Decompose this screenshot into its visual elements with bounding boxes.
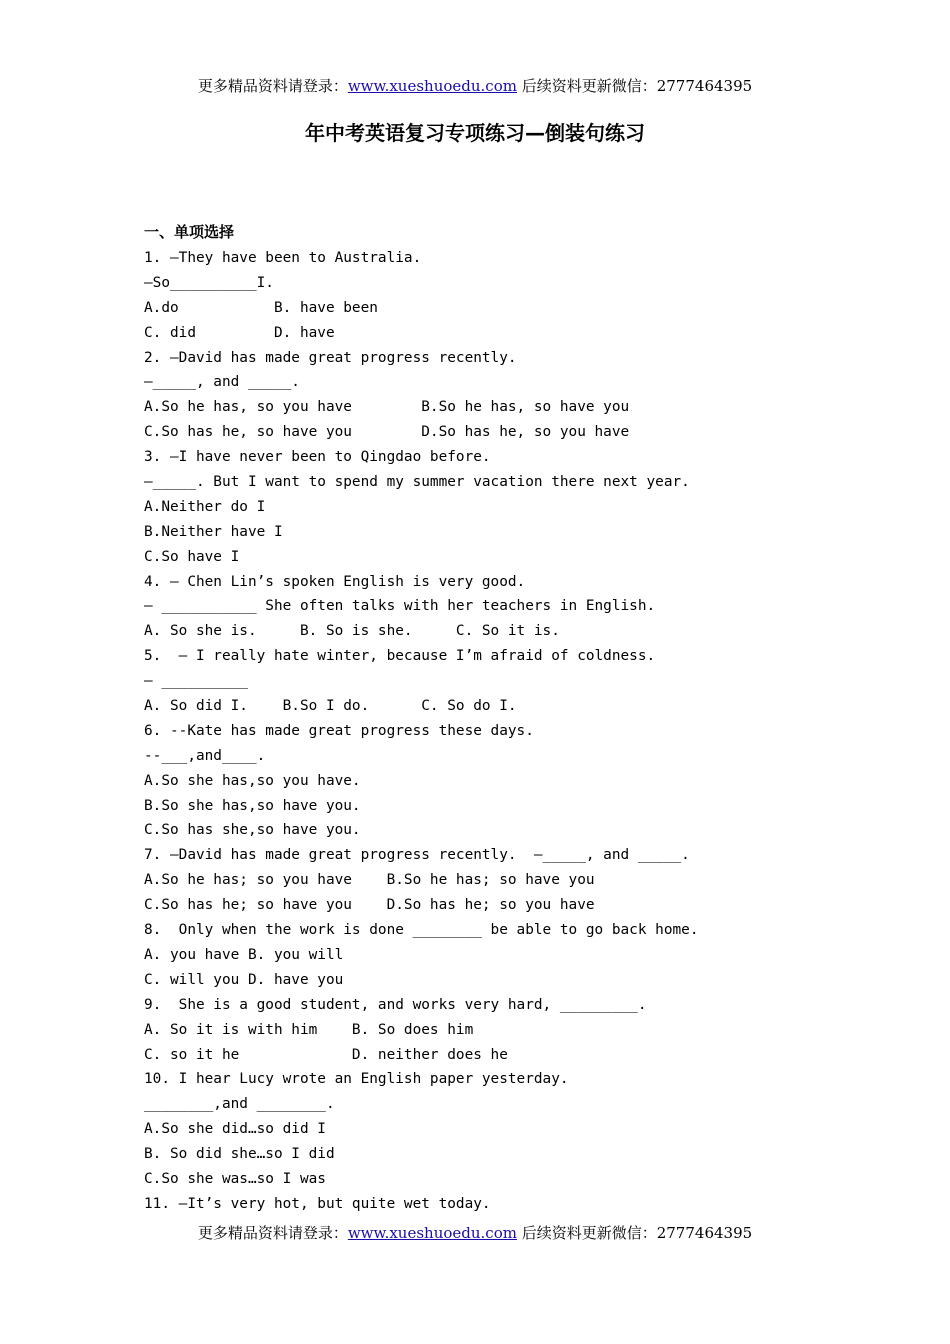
header-prefix: 更多精品资料请登录： [197,77,348,95]
question-line: 9. She is a good student, and works very hard, _________. [144,996,647,1013]
question-line: 6. --Kate has made great progress these days. [144,722,534,739]
section-heading: 一、单项选择 [144,223,235,241]
question-line: — ___________ She often talks with her teachers in English. [144,598,656,615]
question-line: —So__________I. [144,274,274,291]
question-line: C.So has he, so have you D.So has he, so you have [144,424,630,441]
question-line: B. So did she…so I did [144,1146,335,1163]
page-footer [0,1222,950,1243]
question-line: ________,and ________. [144,1096,335,1113]
question-line: A.So he has, so you have B.So he has, so have you [144,399,630,416]
question-line: 4. — Chen Lin’s spoken English is very good. [144,573,526,590]
question-line: A. So did I. B.So I do. C. So do I. [144,698,517,715]
question-line: A.So she has,so you have. [144,772,361,789]
question-line: A.So he has; so you have B.So he has; so have you [144,872,595,889]
footer-suffix: 后续资料更新微信：2777464395 [516,1224,753,1242]
question-line: C. so it he D. neither does he [144,1046,508,1063]
question-line: 5. — I really hate winter, because I’m afraid of coldness. [144,648,656,665]
question-line: A.do B. have been [144,299,378,316]
question-line: A.Neither do I [144,498,266,515]
page-header [0,75,950,96]
footer-prefix: 更多精品资料请登录： [197,1224,348,1242]
question-line: A. So she is. B. So is she. C. So it is. [144,623,560,640]
question-line: B.Neither have I [144,523,283,540]
question-line: A.So she did…so did I [144,1121,326,1138]
footer-website-link[interactable]: www.xueshuoedu.com [347,1224,517,1242]
header-suffix: 后续资料更新微信：2777464395 [516,77,753,95]
question-line: —_____, and _____. [144,374,300,391]
question-line: B.So she has,so have you. [144,797,361,814]
question-line: C.So have I [144,548,240,565]
question-line: A. you have B. you will [144,946,344,963]
question-line: C.So she was…so I was [144,1170,326,1187]
document-title: 年中考英语复习专项练习—倒装句练习 [305,121,645,145]
question-line: 7. —David has made great progress recently. —_____, and _____. [144,847,690,864]
question-line: 11. —It’s very hot, but quite wet today. [144,1195,491,1212]
question-line: 3. —I have never been to Qingdao before. [144,449,491,466]
header-website-link[interactable]: www.xueshuoedu.com [347,77,517,95]
question-line: 2. —David has made great progress recently. [144,349,517,366]
question-line: —_____. But I want to spend my summer vacation there next year. [144,474,690,491]
question-line: --___,and____. [144,747,266,764]
question-list [144,246,699,1217]
question-line: C.So has she,so have you. [144,822,361,839]
question-line: A. So it is with him B. So does him [144,1021,474,1038]
question-line: — __________ [144,673,248,690]
question-line: C. will you D. have you [144,971,344,988]
question-line: C.So has he; so have you D.So has he; so you have [144,897,595,914]
question-line: 10. I hear Lucy wrote an English paper yesterday. [144,1071,569,1088]
question-line: 8. Only when the work is done ________ be able to go back home. [144,922,699,939]
question-line: 1. —They have been to Australia. [144,250,422,266]
question-line: C. did D. have [144,324,335,341]
